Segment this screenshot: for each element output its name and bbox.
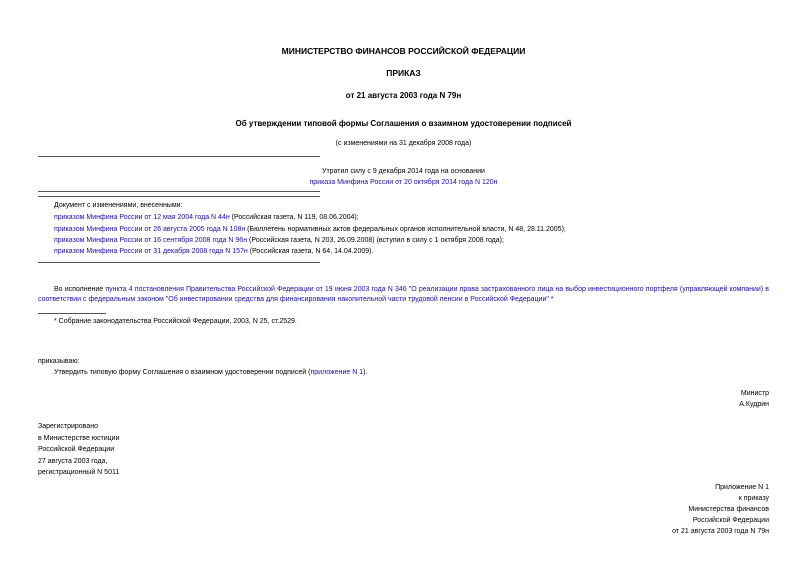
footnote-marker: *	[548, 296, 554, 303]
order-text: Утвердить типовую форму Соглашения о взаимном удостоверении подписей (	[54, 369, 311, 376]
amendment-link[interactable]: приказом Минфина России от 16 сентября 2008 года N 96н	[54, 237, 248, 244]
decree-link[interactable]: пункта 4 постановления Правительства Российской Федерации от 19 июня 2003 года N 346 "О реализации права застрахованного лица на выбор инвестиционного портфеля (управляющей компании) в соответствии с федеральным законом "Об инвестировании средства для финансирования накопительной части трудовой пенсии в Российской Федерации"	[38, 286, 769, 303]
amendment-item	[54, 214, 359, 221]
doc-date-number: от 21 августа 2003 года N 79н	[345, 91, 462, 100]
signature-name: А.Кудрин	[739, 401, 769, 408]
appendix-line: Приложение N 1	[715, 484, 769, 491]
amendment-item	[54, 226, 566, 233]
registration-line: в Министерстве юстиции	[38, 434, 120, 442]
divider	[38, 262, 320, 263]
order-text-end: ).	[363, 369, 368, 376]
amendment-item	[54, 237, 504, 244]
registration-line: регистрационный N 5011	[38, 469, 120, 476]
registration-line: Зарегистрировано	[38, 423, 98, 430]
registration-line: Российской Федерации	[38, 446, 115, 453]
order-word: приказываю:	[38, 358, 80, 365]
amendment-link[interactable]: приказом Минфина России от 31 декабря 2008 года N 157н	[54, 248, 248, 255]
footnote-text: * Собрание законодательства Российской Федерации, 2003, N 25, ст.2529.	[54, 318, 297, 325]
appendix-line: Российской Федерации	[692, 517, 769, 524]
lost-force-text: Утратил силу с 9 декабря 2014 года на основании	[322, 168, 485, 175]
amendment-link[interactable]: приказом Минфина России от 12 мая 2004 года N 44н	[54, 214, 230, 221]
amendment-item	[54, 248, 373, 255]
divider	[38, 191, 320, 192]
lost-force-link[interactable]: приказа Минфина России от 20 октября 2014 года N 120н	[309, 179, 498, 186]
registration-line: 27 августа 2003 года,	[38, 457, 108, 465]
paragraph-intro: Во исполнение	[54, 286, 106, 293]
amendment-source: (Российская газета, N 203, 26.09.2008) (вступил в силу с 1 октября 2008 года);	[247, 237, 504, 244]
amendments-intro: Документ с изменениями, внесенными:	[54, 202, 183, 209]
body-paragraph	[38, 285, 769, 305]
doc-type-heading: ПРИКАЗ	[386, 68, 421, 78]
signature-position: Министр	[740, 390, 769, 397]
divider	[38, 156, 320, 157]
amendment-source: (Российская газета, N 119, 08.06.2004);	[229, 214, 359, 221]
ministry-heading: МИНИСТЕРСТВО ФИНАНСОВ РОССИЙСКОЙ ФЕДЕРАЦИИ	[281, 46, 526, 56]
changes-note: (с изменениями на 31 декабря 2008 года)	[335, 140, 472, 147]
appendix-line: от 21 августа 2003 года N 79н	[672, 528, 769, 535]
appendix-line: Министерства финансов	[688, 506, 769, 513]
amendment-link[interactable]: приказом Минфина России от 26 августа 2005 года N 108н	[54, 226, 246, 233]
amendment-source: (Российская газета, N 64, 14.04.2009).	[247, 248, 374, 255]
appendix-block	[672, 482, 769, 537]
footnote-divider	[38, 313, 106, 314]
appendix-line: к приказу	[738, 495, 769, 502]
appendix-link[interactable]: приложение N 1	[310, 369, 364, 376]
divider	[38, 196, 320, 197]
order-paragraph	[54, 369, 367, 376]
registration-block	[38, 421, 119, 479]
amendment-source: (Бюллетень нормативных актов федеральных органов исполнительной власти, N 48, 28.11.2005);	[245, 226, 566, 233]
doc-title: Об утверждении типовой формы Соглашения о взаимном удостоверении подписей	[235, 119, 572, 128]
